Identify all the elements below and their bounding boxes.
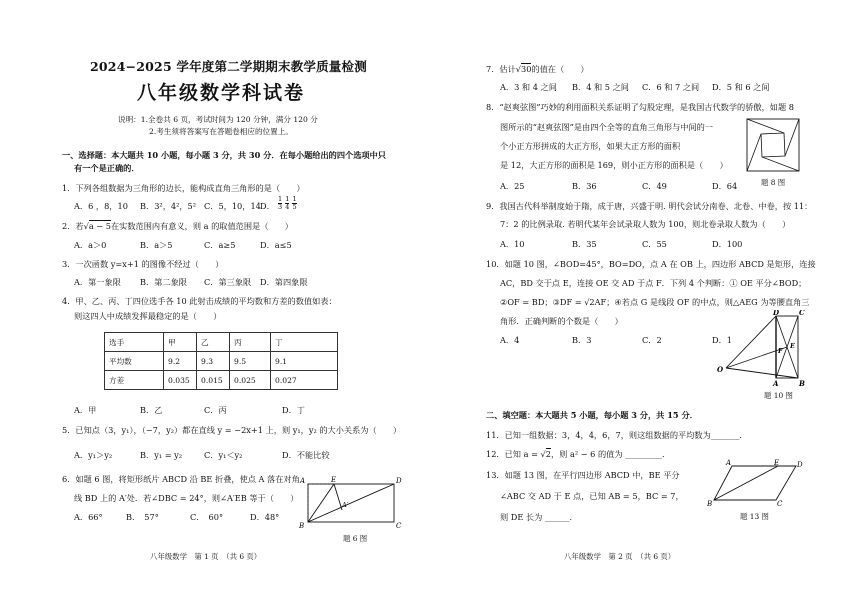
question-13: 13．如题 13 图，在平行四边形 ABCD 中，BE 平分 [486,470,680,480]
figure-13-caption: 题 13 图 [740,512,769,521]
fig10-label-b: B [799,379,805,388]
figure-10 [716,310,806,388]
q1-d-frac-2: $\frac{1}{4}$ [285,195,290,211]
sqrt-symbol-icon: √ [540,449,546,459]
score-table [104,332,338,390]
table-cell: 9.5 [230,352,271,371]
q5-option-a: A．y₁＞y₂ [74,450,113,460]
question-10: 10．如题 10 图，∠BOD=45°，BO=DO，点 A 在 OB 上，四边形 ABCD 是矩形，连接 [486,259,816,269]
q2-option-a: A．a＞0 [74,240,107,250]
fig6-label-a: A [300,477,306,485]
q1-option-a: A．6 ，8，10 [74,201,128,211]
q10-option-a: A．4 [500,335,520,345]
question-11: 11．已知一组数据：3，4，4，6，7，则这组数据的平均数为_______． [486,430,748,440]
fig8-hyp-1 [747,119,784,133]
fig8-hyp-3 [762,157,799,171]
q7-option-b: B．4 和 5 之间 [572,82,629,92]
q3-option-d: D．第四象限 [260,277,308,287]
question-10-cont-2: ②OF = BD；③DF = √2AF；④若点 G 是线段 OF 的中点，则△AEG 为等腰直角三 [500,297,810,307]
q3-option-b: B．第二象限 [140,277,187,287]
exam-subject-title: 八年级数学科试卷 [137,82,306,104]
q6-option-d: D．48° [250,512,280,522]
fig6-label-c: C [396,522,402,530]
figure-6-caption: 题 6 图 [343,534,368,543]
q3-option-a: A．第一象限 [74,277,121,287]
table-header-cell: 丙 [230,333,271,352]
q6-option-c: C． 60° [190,512,224,522]
fig8-hyp-2 [785,119,799,156]
fig6-label-d: D [396,477,402,485]
section-1-heading-cont: 有一个是正确的． [74,163,140,173]
q6-option-b: B． 57° [126,512,159,522]
figure-6 [296,474,406,532]
fig8-inner-square [761,133,785,157]
page-2-footer: 八年级数学 第 2 页 （共 6 页） [564,552,676,561]
table-header-cell: 乙 [197,333,230,352]
table-cell: 方差 [105,371,164,390]
page-2 [430,0,860,595]
question-7: 7．估计√30的值在（ ） [486,64,589,74]
q9-option-d: D．100 [712,239,743,249]
section-2-heading: 二、填空题：本大题共 5 小题，每小题 3 分，共 15 分． [486,410,698,420]
q5-option-d: D．不能比较 [282,450,330,460]
fig6-label-a-prime: A′ [342,501,349,509]
q1-option-b: B．3²，4²，5² [140,201,197,211]
q4-option-d: D．丁 [282,405,305,415]
question-12: 12．已知 a = √2，则 a² − 6 的值为 _________． [486,449,671,459]
question-8: 8．“赵爽弦图”巧妙的利用面积关系证明了勾股定理，是我国古代数学的骄傲，如题 8 [486,102,794,112]
table-header-cell: 选手 [105,333,164,352]
q1-option-c: C．5，10，14 [204,201,261,211]
fig10-label-c: C [799,310,805,317]
section-1-heading: 一、选择题：本大题共 10 小题，每小题 3 分，共 30 分．在每小题给出的四个选项中只 [62,150,386,160]
sqrt-symbol-icon: √ [515,64,521,74]
table-header-row [105,333,338,352]
fig13-label-d: D [797,461,803,469]
q8-option-a: A．25 [500,181,525,191]
table-row [105,371,338,390]
table-row [105,352,338,371]
fig6-label-b: B [299,522,305,530]
fig13-label-b: B [707,500,713,508]
q2-option-b: B．a＞5 [140,240,173,250]
q2-option-d: D．a≤5 [260,240,292,250]
question-5: 5．已知点（3，y₁），（−7，y₂）都在直线 y = −2x+1 上，则 y₁，y₂ 的大小关系为（ ） [62,425,402,435]
question-2: 2．若√a − 5在实数范围内有意义，则 a 的取值范围是（ ） [62,221,293,231]
fig13-bisector-be [714,466,778,500]
q7-option-d: D．5 和 6 之间 [712,82,770,92]
q1-d-frac-3: $\frac{1}{5}$ [292,195,297,211]
q1-option-d: D． [260,201,275,211]
question-13-cont-1: ∠ABC 交 AD 于 E 点，已知 AB = 5，BC = 7， [500,491,684,501]
exam-note-1: 说明：1.全卷共 6 页，考试时间为 120 分钟，满分 120 分 [118,115,318,124]
q8-option-d: D．64 [712,181,738,191]
question-13-cont-2: 则 DE 长为 ______． [500,512,578,522]
question-1: 1．下列各组数据为三角形的边长，能构成直角三角形的是（ ） [62,183,305,193]
exam-title: 2024−2025 学年度第二学期期末教学质量检测 [90,59,367,74]
q7-option-a: A．3 和 4 之间 [500,82,557,92]
fig8-outer-square [747,119,799,171]
table-header-cell: 甲 [164,333,197,352]
q10-option-c: C．2 [642,335,662,345]
q1-option-d-fractions [278,196,297,211]
table-cell: 9.2 [164,352,197,371]
fig6-segment-ea [334,484,342,510]
question-8-cont-3: 是 12，大正方形的面积是 169，则小正方形的面积是（ ） [500,160,728,170]
table-cell: 9.3 [197,352,230,371]
question-3: 3．一次函数 y=x+1 的图像不经过（ ） [62,259,224,269]
q9-option-c: C．55 [642,239,667,249]
figure-8-zhao-shuang-diagram [746,118,800,172]
question-8-cont-2: 个小正方形拼成的大正方形，如果大正方形的面积 [500,141,681,151]
q9-option-a: A．10 [500,239,525,249]
fig13-parallelogram [714,466,796,500]
q10-option-d: D．1 [712,335,732,345]
exam-note-2: 2.考生须将答案写在答题卷相应的位置上。 [149,127,293,136]
fig13-label-a: A [726,459,732,467]
q6-option-a: A．66° [74,512,103,522]
question-8-cont-1: 图所示的“赵爽弦图”是由四个全等的直角三角形与中间的一 [500,122,714,132]
figure-13 [706,458,806,510]
question-4: 4．甲、乙、丙、丁四位选手各 10 此射击成绩的平均数和方差的数值如表： [62,296,337,306]
table-cell: 0.025 [230,371,271,390]
q9-option-b: B．35 [572,239,597,249]
figure-10-caption: 题 10 图 [764,391,793,400]
table-cell: 9.1 [271,352,338,371]
table-cell: 0.027 [271,371,338,390]
question-6-cont: 线 BD 上的 A′处．若∠DBC = 24°，则∠A′EB 等于（ ） [74,493,299,503]
q7-option-c: C．6 和 7 之间 [642,82,700,92]
question-10-cont-3: 角形．正确判断的个数是（ ） [500,316,623,326]
fig13-label-c: C [777,500,783,508]
q4-option-b: B．乙 [140,405,163,415]
q8-option-c: C．49 [642,181,667,191]
fig10-label-a: A [773,379,779,388]
table-cell: 平均数 [105,352,164,371]
q10-option-b: B．3 [572,335,592,345]
fig10-label-f: F [778,347,783,355]
question-9: 9．我国古代科举制度始于隋，成于唐，兴盛于明. 明代会试分南卷、北卷、中卷，按 11： [486,201,813,211]
table-header-cell: 丁 [271,333,338,352]
question-6: 6．如题 6 图，将矩形纸片 ABCD 沿 BE 折叠，使点 A 落在对角 [62,474,300,484]
q5-option-b: B．y₁ = y₂ [140,450,183,460]
q8-option-b: B．36 [572,181,597,191]
fig10-line-ob [726,368,798,378]
fig10-label-o: O [717,365,724,374]
fig13-label-e: E [774,459,780,467]
figure-8-caption: 题 8 图 [761,178,786,187]
fig10-label-d: D [773,310,780,317]
q2-option-c: C．a≥5 [204,240,236,250]
fig8-hyp-4 [747,134,761,171]
q3-option-c: C．第三象限 [204,277,252,287]
fig10-line-od [726,316,776,368]
q5-option-c: C．y₁＜y₂ [204,450,243,460]
fig10-label-e: E [790,342,795,350]
table-cell: 0.015 [197,371,230,390]
q4-option-a: A．甲 [74,405,97,415]
q1-d-frac-1: $\frac{1}{3}$ [278,195,283,211]
q4-option-c: C．丙 [204,405,227,415]
page-1-footer: 八年级数学 第 1 页 （共 6 页） [150,552,262,561]
question-4-cont: 则这四人中成绩发挥最稳定的是（ ） [74,311,222,321]
table-cell: 0.035 [164,371,197,390]
question-9-cont: 7：2 的比例录取. 若明代某年会试录取人数为 100，则北卷录取人数为（ ） [500,219,791,229]
sqrt-symbol-icon: √ [83,221,89,231]
question-10-cont-1: AC，BD 交于点 E，连接 OE 交 AD 于点 F．下列 4 个判断：① OE 平分∠BOD； [500,278,807,288]
fig6-label-e: E [331,476,337,484]
